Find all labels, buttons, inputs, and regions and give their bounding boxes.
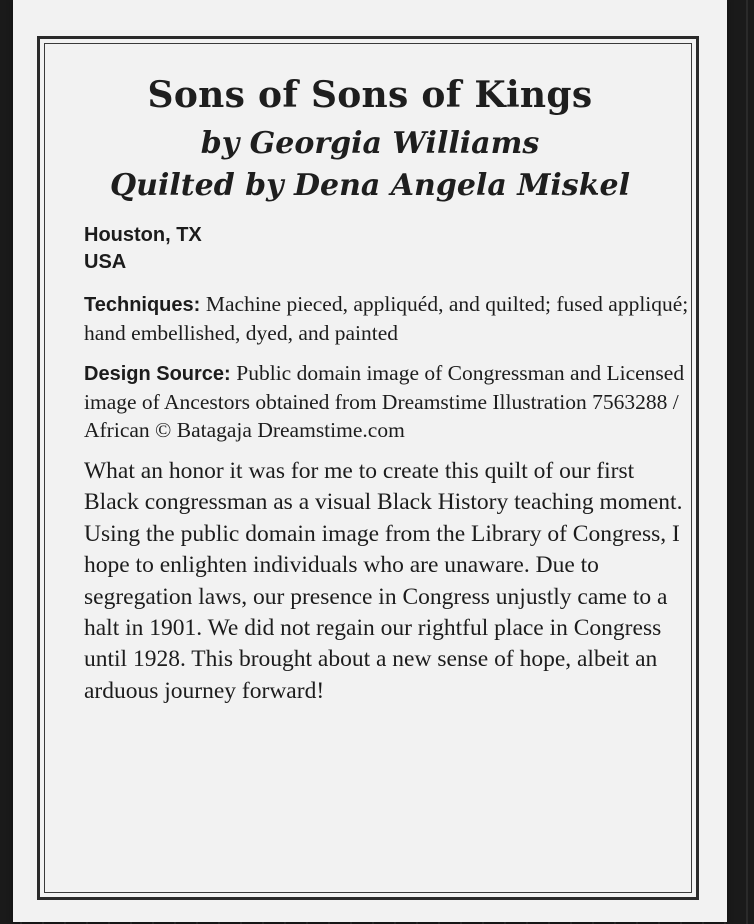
design-source-paragraph xyxy=(84,359,694,444)
location-country: USA xyxy=(84,251,127,273)
quilter-credit: Quilted by Dena Angela Miskel xyxy=(110,168,630,203)
location-city: Houston, TX xyxy=(84,224,202,246)
info-card xyxy=(13,0,727,922)
location-block xyxy=(84,222,694,276)
techniques-text: Machine pieced, appliquéd, and quilted; fused appliqué; hand embellished, dyed, and painted xyxy=(84,292,689,345)
techniques-paragraph xyxy=(84,290,694,347)
quilt-title: Sons of Sons of Kings xyxy=(147,74,593,116)
design-source-text: Public domain image of Congressman and Licensed image of Ancestors obtained from Dreamstime Illustration 7563288 / African © Batagaja Dreamstime.com xyxy=(84,361,685,442)
card-content xyxy=(84,222,694,719)
artist-byline: by Georgia Williams xyxy=(200,126,540,161)
artist-statement: What an honor it was for me to create this quilt of our first Black congressman as a visual Black History teaching moment. Using the public domain image from the Library of Congress, I hope to enlighten individuals who are unaware. Due to segregation laws, our presence in Congress unjustly came to a halt in 1901. We did not regain our rightful place in Congress until 1928. This brought about a new sense of hope, albeit an arduous journey forward! xyxy=(84,458,683,704)
techniques-label: Techniques: xyxy=(84,294,206,316)
design-source-label: Design Source: xyxy=(84,363,237,385)
